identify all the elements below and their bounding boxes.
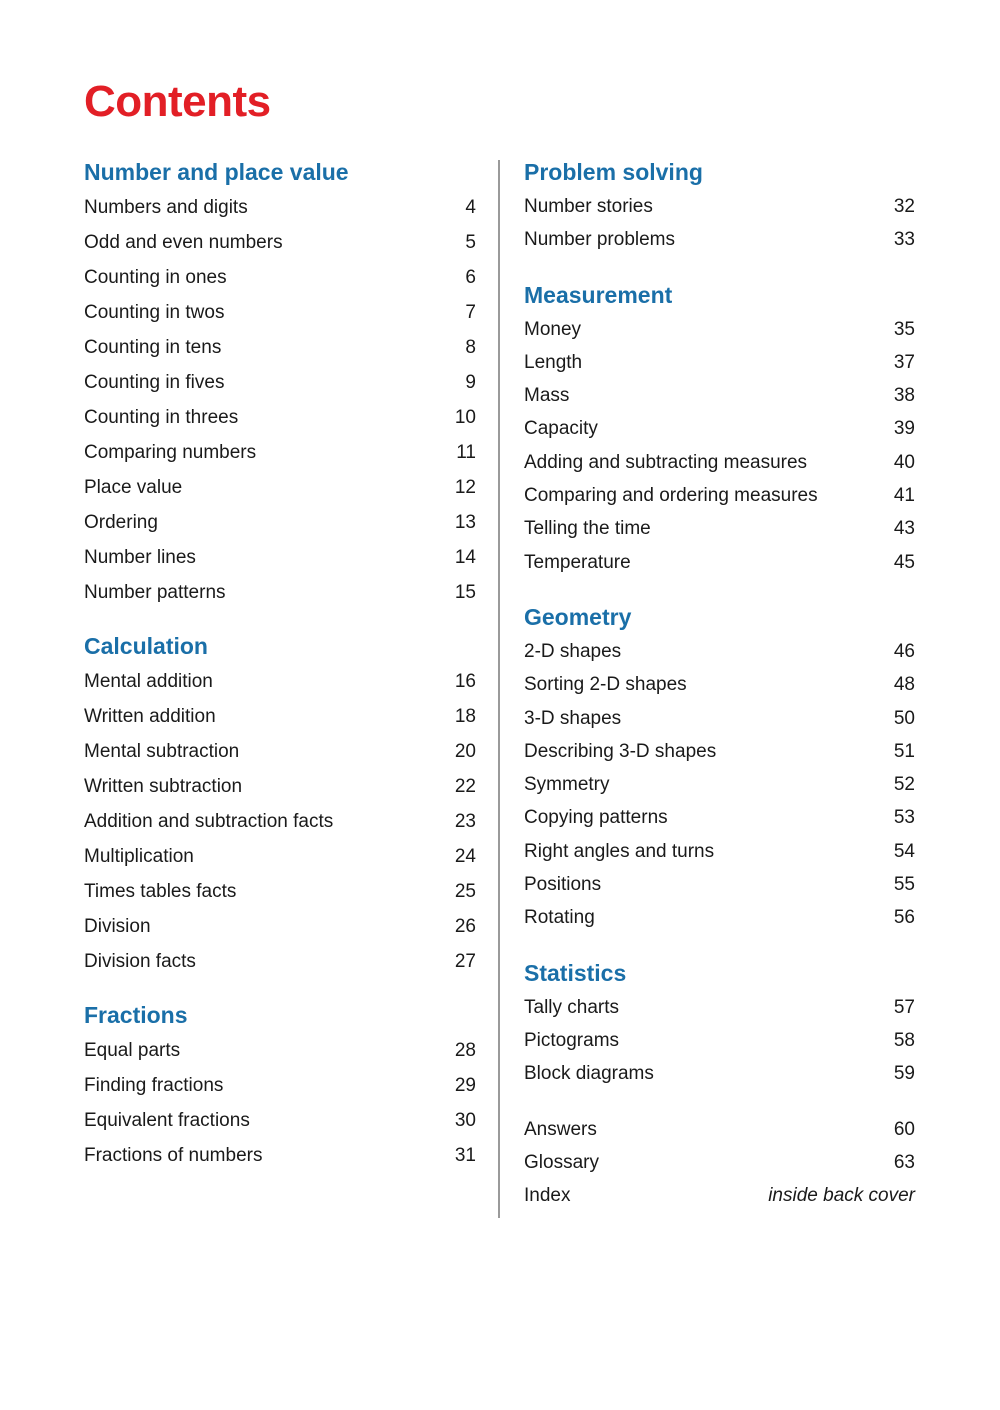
toc-entry-page: 51 xyxy=(893,740,915,762)
section-spacer xyxy=(84,610,476,632)
toc-entry[interactable] xyxy=(84,909,476,944)
toc-entry-page: 35 xyxy=(893,318,915,340)
section-spacer xyxy=(524,1091,915,1113)
section-spacer xyxy=(524,257,915,281)
toc-entry-page: 11 xyxy=(456,442,476,463)
toc-entry[interactable] xyxy=(524,1179,915,1212)
toc-entry[interactable] xyxy=(524,868,915,901)
section-heading: Geometry xyxy=(524,603,632,630)
toc-entry-page: 25 xyxy=(454,881,476,902)
toc-entry-page: 27 xyxy=(454,951,476,972)
toc-entry-label: Finding fractions xyxy=(84,1075,224,1096)
section-calculation xyxy=(84,632,476,979)
toc-entry[interactable] xyxy=(524,446,915,479)
toc-entry-page: 56 xyxy=(893,907,915,929)
toc-entry-label: Fractions of numbers xyxy=(84,1145,263,1166)
toc-entry-page: 33 xyxy=(893,229,915,251)
toc-entry-page: inside back cover xyxy=(768,1185,915,1207)
section-heading: Problem solving xyxy=(524,159,703,185)
toc-entry-label: Number problems xyxy=(524,229,675,251)
toc-entry[interactable] xyxy=(524,1057,915,1090)
right-column xyxy=(524,158,915,1212)
toc-entry-label: Counting in tens xyxy=(84,337,222,358)
toc-entry-label: Counting in ones xyxy=(84,267,227,288)
toc-entry[interactable] xyxy=(84,435,476,470)
toc-entry-label: Counting in threes xyxy=(84,407,239,428)
section-measurement xyxy=(524,281,915,579)
toc-entry-page: 7 xyxy=(465,302,476,323)
toc-entry-page: 9 xyxy=(465,372,476,393)
toc-entry-label: Index xyxy=(524,1185,571,1207)
section-spacer xyxy=(524,935,915,959)
toc-entry-page: 59 xyxy=(893,1063,915,1085)
toc-entry-page: 29 xyxy=(454,1075,476,1096)
toc-entry-page: 5 xyxy=(465,232,476,253)
toc-entry-page: 18 xyxy=(454,706,476,727)
toc-entry[interactable] xyxy=(524,835,915,868)
toc-entry-page: 57 xyxy=(893,996,915,1018)
toc-entry[interactable] xyxy=(84,839,476,874)
toc-entry[interactable] xyxy=(524,512,915,545)
toc-entry-label: 3-D shapes xyxy=(524,707,622,729)
toc-entry[interactable] xyxy=(524,635,915,668)
toc-entry[interactable] xyxy=(84,1138,476,1173)
toc-entry[interactable] xyxy=(524,668,915,701)
toc-entry-label: Mass xyxy=(524,385,570,407)
toc-entry-page: 38 xyxy=(893,385,915,407)
toc-entry[interactable] xyxy=(524,313,915,346)
toc-entry-label: Describing 3-D shapes xyxy=(524,740,717,762)
toc-entry[interactable] xyxy=(84,944,476,979)
section-heading: Number and place value xyxy=(84,159,349,185)
toc-entry-label: Comparing and ordering measures xyxy=(524,485,818,507)
toc-entry-page: 28 xyxy=(454,1040,476,1061)
toc-entry-label: Answers xyxy=(524,1118,597,1140)
toc-entry-label: Tally charts xyxy=(524,996,620,1018)
toc-entry-label: Positions xyxy=(524,874,602,896)
toc-entry[interactable] xyxy=(84,804,476,839)
toc-entry[interactable] xyxy=(84,1068,476,1103)
toc-entry-page: 60 xyxy=(893,1118,915,1140)
toc-entry[interactable] xyxy=(524,702,915,735)
toc-entry-page: 55 xyxy=(893,874,915,896)
toc-entry-label: Symmetry xyxy=(524,774,610,796)
toc-entry[interactable] xyxy=(84,260,476,295)
toc-entry-page: 12 xyxy=(454,477,476,498)
toc-entry[interactable] xyxy=(524,190,915,223)
toc-entry-page: 50 xyxy=(893,707,915,729)
toc-entry[interactable] xyxy=(84,190,476,225)
toc-entry-label: Adding and subtracting measures xyxy=(524,451,808,473)
toc-entry[interactable] xyxy=(524,546,915,579)
toc-entry-label: Written addition xyxy=(84,706,216,727)
toc-entry-page: 16 xyxy=(454,671,476,692)
toc-entry-page: 14 xyxy=(454,547,476,568)
toc-entry[interactable] xyxy=(524,412,915,445)
toc-entry-page: 46 xyxy=(893,640,915,662)
page-title: Contents xyxy=(84,77,271,126)
toc-entry-label: Temperature xyxy=(524,551,631,573)
toc-entry[interactable] xyxy=(524,223,915,256)
toc-entry-page: 53 xyxy=(893,807,915,829)
toc-entry-label: Number patterns xyxy=(84,582,226,603)
toc-entry-page: 63 xyxy=(893,1151,915,1173)
toc-entry-label: Number stories xyxy=(524,196,653,217)
toc-entry-label: Division facts xyxy=(84,951,196,972)
toc-entry[interactable] xyxy=(84,540,476,575)
toc-entry-label: Copying patterns xyxy=(524,807,668,829)
toc-entry-label: Telling the time xyxy=(524,518,651,540)
toc-entry[interactable] xyxy=(84,874,476,909)
toc-entry-label: Glossary xyxy=(524,1151,599,1173)
toc-entry-page: 24 xyxy=(454,846,476,867)
toc-entry[interactable] xyxy=(84,664,476,699)
toc-entry-page: 10 xyxy=(454,407,476,428)
toc-entry[interactable] xyxy=(524,1024,915,1057)
toc-entry-page: 41 xyxy=(893,485,915,507)
toc-entry[interactable] xyxy=(524,479,915,512)
toc-entry-page: 26 xyxy=(454,916,476,937)
toc-entry[interactable] xyxy=(84,295,476,330)
section-problem-solving xyxy=(524,158,915,257)
toc-entry-page: 22 xyxy=(454,776,476,797)
toc-entry[interactable] xyxy=(524,379,915,412)
toc-entry-label: Odd and even numbers xyxy=(84,232,283,253)
toc-entry-page: 23 xyxy=(454,811,476,832)
toc-entry[interactable] xyxy=(84,225,476,260)
toc-entry-page: 48 xyxy=(893,674,915,696)
toc-entry[interactable] xyxy=(84,769,476,804)
section-statistics xyxy=(524,959,915,1091)
toc-entry-page: 32 xyxy=(893,196,915,217)
section-back-matter xyxy=(524,1113,915,1213)
section-fractions xyxy=(84,1001,476,1173)
toc-entry-page: 43 xyxy=(893,518,915,540)
toc-entry[interactable] xyxy=(84,575,476,610)
toc-entry-page: 6 xyxy=(465,267,476,288)
toc-entry[interactable] xyxy=(524,801,915,834)
toc-entry-label: Right angles and turns xyxy=(524,840,715,862)
toc-entry-label: 2-D shapes xyxy=(524,640,622,662)
section-geometry xyxy=(524,603,915,935)
toc-entry[interactable] xyxy=(84,699,476,734)
toc-entry[interactable] xyxy=(524,768,915,801)
toc-entry[interactable] xyxy=(84,330,476,365)
section-number-and-place-value xyxy=(84,158,476,610)
toc-entry-label: Division xyxy=(84,916,151,937)
section-heading: Fractions xyxy=(84,1002,188,1028)
toc-entry-label: Times tables facts xyxy=(84,881,237,902)
toc-entry-page: 37 xyxy=(893,351,915,373)
toc-entry-label: Money xyxy=(524,318,582,340)
toc-entry-label: Equivalent fractions xyxy=(84,1110,250,1131)
toc-entry-label: Ordering xyxy=(84,512,158,533)
section-heading: Statistics xyxy=(524,959,627,986)
toc-entry[interactable] xyxy=(84,470,476,505)
toc-entry[interactable] xyxy=(524,735,915,768)
toc-entry-label: Block diagrams xyxy=(524,1063,654,1085)
toc-entry-label: Equal parts xyxy=(84,1040,181,1061)
toc-entry[interactable] xyxy=(524,901,915,934)
toc-entry[interactable] xyxy=(524,346,915,379)
toc-entry-page: 8 xyxy=(465,337,476,358)
section-spacer xyxy=(84,979,476,1001)
section-heading: Measurement xyxy=(524,281,673,308)
toc-entry[interactable] xyxy=(524,1113,915,1146)
toc-entry-label: Counting in fives xyxy=(84,372,225,393)
section-spacer xyxy=(524,579,915,603)
toc-entry-label: Length xyxy=(524,351,583,373)
toc-entry-label: Multiplication xyxy=(84,846,194,867)
toc-entry-page: 30 xyxy=(454,1110,476,1131)
toc-entry-label: Capacity xyxy=(524,418,598,440)
toc-entry-label: Counting in twos xyxy=(84,302,225,323)
toc-entry-label: Number lines xyxy=(84,547,196,568)
toc-entry[interactable] xyxy=(84,734,476,769)
toc-entry[interactable] xyxy=(84,1033,476,1068)
toc-entry-label: Place value xyxy=(84,477,183,498)
toc-entry-label: Rotating xyxy=(524,907,595,929)
toc-entry[interactable] xyxy=(84,400,476,435)
toc-entry-label: Mental subtraction xyxy=(84,741,240,762)
section-heading: Calculation xyxy=(84,633,208,659)
toc-entry-label: Mental addition xyxy=(84,671,213,692)
toc-entry-page: 58 xyxy=(893,1029,915,1051)
toc-entry[interactable] xyxy=(84,365,476,400)
toc-entry-page: 45 xyxy=(893,551,915,573)
toc-entry[interactable] xyxy=(84,1103,476,1138)
toc-entry-page: 13 xyxy=(454,512,476,533)
toc-entry-page: 4 xyxy=(465,197,476,218)
left-column xyxy=(84,158,476,1173)
toc-entry-page: 52 xyxy=(893,774,915,796)
toc-entry-label: Comparing numbers xyxy=(84,442,257,463)
toc-entry-label: Numbers and digits xyxy=(84,197,248,218)
toc-entry-page: 31 xyxy=(454,1145,476,1166)
toc-entry-label: Sorting 2-D shapes xyxy=(524,674,687,696)
toc-entry[interactable] xyxy=(524,991,915,1024)
toc-entry-page: 39 xyxy=(893,418,915,440)
toc-entry-label: Addition and subtraction facts xyxy=(84,811,334,832)
toc-entry[interactable] xyxy=(84,505,476,540)
column-divider xyxy=(498,160,500,1218)
toc-entry-page: 40 xyxy=(893,451,915,473)
toc-entry-page: 54 xyxy=(893,840,915,862)
toc-entry-label: Pictograms xyxy=(524,1029,620,1051)
toc-entry-label: Written subtraction xyxy=(84,776,243,797)
toc-entry-page: 20 xyxy=(454,741,476,762)
toc-entry-page: 15 xyxy=(454,582,476,603)
toc-entry[interactable] xyxy=(524,1146,915,1179)
